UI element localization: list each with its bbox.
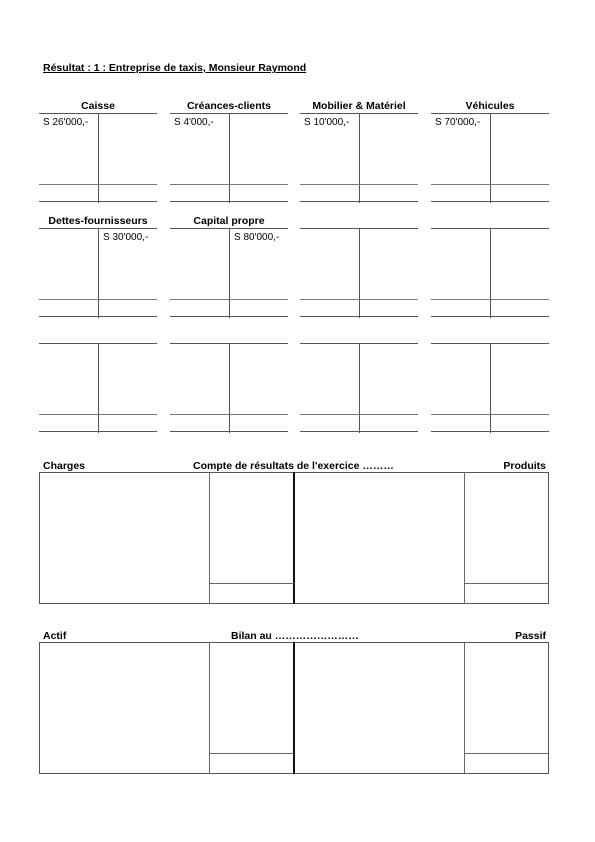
t-account-bottom-line bbox=[431, 431, 549, 432]
income-statement-divider bbox=[293, 472, 295, 604]
t-account-total-line bbox=[300, 184, 418, 185]
t-account-total-line bbox=[39, 184, 157, 185]
passif-amount-column bbox=[464, 642, 465, 774]
t-account-credit-entry: S 80'000,- bbox=[234, 232, 280, 243]
actif-total-line bbox=[209, 753, 294, 754]
t-account-divider bbox=[98, 113, 99, 203]
charges-heading: Charges bbox=[43, 460, 86, 472]
charges-amount-column bbox=[209, 472, 210, 604]
t-account-total-line bbox=[39, 299, 157, 300]
produits-total-line bbox=[464, 583, 549, 584]
balance-sheet-title: Bilan au …………………… bbox=[231, 630, 359, 642]
t-account-divider bbox=[359, 228, 360, 318]
t-account-divider bbox=[359, 343, 360, 433]
t-account-name: Capital propre bbox=[193, 215, 265, 227]
produits-amount-column bbox=[464, 472, 465, 604]
t-account-debit-entry: S 4'000,- bbox=[174, 117, 214, 128]
income-statement-title: Compte de résultats de l'exercice ……… bbox=[193, 460, 394, 472]
t-account-name: Créances-clients bbox=[186, 100, 272, 112]
t-account-debit-entry: S 70'000,- bbox=[435, 117, 481, 128]
t-account-total-line bbox=[170, 299, 288, 300]
t-account-bottom-line bbox=[39, 431, 157, 432]
t-account-divider bbox=[490, 113, 491, 203]
charges-total-line bbox=[209, 583, 294, 584]
t-account-total-line bbox=[300, 414, 418, 415]
t-account-name: Caisse bbox=[81, 100, 115, 112]
t-account-credit-entry: S 30'000,- bbox=[103, 232, 149, 243]
t-account-bottom-line bbox=[431, 316, 549, 317]
t-account-total-line bbox=[170, 414, 288, 415]
t-account-debit-entry: S 10'000,- bbox=[304, 117, 350, 128]
t-account-divider bbox=[490, 228, 491, 318]
t-account-divider bbox=[229, 228, 230, 318]
actif-heading: Actif bbox=[43, 630, 67, 642]
passif-total-line bbox=[464, 753, 549, 754]
t-account-bottom-line bbox=[300, 431, 418, 432]
t-account-bottom-line bbox=[39, 201, 157, 202]
t-account-divider bbox=[229, 343, 230, 433]
t-account-divider bbox=[490, 343, 491, 433]
t-account-divider bbox=[229, 113, 230, 203]
t-account-bottom-line bbox=[431, 201, 549, 202]
passif-heading: Passif bbox=[515, 630, 546, 642]
t-account-total-line bbox=[431, 414, 549, 415]
t-account-name: Mobilier & Matériel bbox=[312, 100, 406, 112]
page-title: Résultat : 1 : Entreprise de taxis, Monsieur Raymond bbox=[43, 62, 307, 74]
t-account-total-line bbox=[431, 184, 549, 185]
t-account-total-line bbox=[431, 299, 549, 300]
t-account-bottom-line bbox=[170, 316, 288, 317]
t-account-bottom-line bbox=[300, 316, 418, 317]
t-account-total-line bbox=[300, 299, 418, 300]
t-account-divider bbox=[359, 113, 360, 203]
t-account-total-line bbox=[170, 184, 288, 185]
actif-amount-column bbox=[209, 642, 210, 774]
t-account-bottom-line bbox=[39, 316, 157, 317]
t-account-divider bbox=[98, 228, 99, 318]
t-account-bottom-line bbox=[300, 201, 418, 202]
t-account-divider bbox=[98, 343, 99, 433]
t-account-bottom-line bbox=[170, 431, 288, 432]
t-account-debit-entry: S 26'000,- bbox=[43, 117, 89, 128]
t-account-name: Véhicules bbox=[465, 100, 515, 112]
t-account-name: Dettes-fournisseurs bbox=[48, 215, 148, 227]
t-account-bottom-line bbox=[170, 201, 288, 202]
t-account-total-line bbox=[39, 414, 157, 415]
produits-heading: Produits bbox=[503, 460, 546, 472]
balance-sheet-divider bbox=[293, 642, 295, 774]
